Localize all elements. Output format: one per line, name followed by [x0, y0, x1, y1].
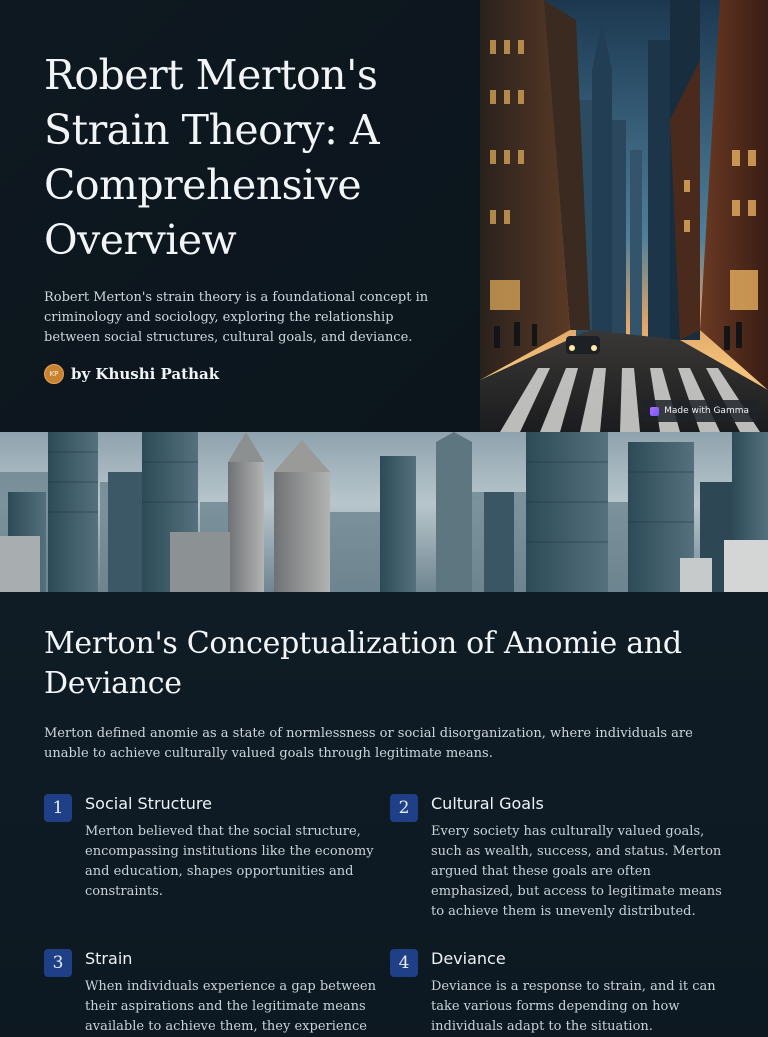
- item-text: Deviance is a response to strain, and it can take various forms depending on how individuals adapt to the situation.: [431, 979, 716, 1034]
- author-name: by Khushi Pathak: [71, 365, 220, 383]
- title-slide: [0, 0, 768, 432]
- made-with-gamma-badge[interactable]: [642, 400, 758, 422]
- item-title: Deviance: [431, 949, 506, 968]
- number-badge: 4: [390, 949, 418, 977]
- page-title: Robert Merton's Strain Theory: A Comprehensive Overview: [44, 51, 380, 264]
- item-title: Social Structure: [85, 794, 212, 813]
- city-street-image: [480, 0, 768, 432]
- gamma-logo-icon: [650, 407, 659, 416]
- title-description: Robert Merton's strain theory is a foundational concept in criminology and sociology, exploring the relationship between social structures, cultural goals, and deviance.: [44, 290, 429, 345]
- title-block: [44, 48, 444, 384]
- item-text: Merton believed that the social structure, encompassing institutions like the economy and education, shapes opportunities and constraints.: [85, 824, 374, 899]
- item-title: Strain: [85, 949, 133, 968]
- number-badge: 2: [390, 794, 418, 822]
- author-line: [44, 364, 444, 384]
- avatar: KP: [44, 364, 64, 384]
- section-intro: Merton defined anomie as a state of normlessness or social disorganization, where individuals are unable to achieve culturally valued goals through legitimate means.: [44, 726, 693, 761]
- item-text: Every society has culturally valued goals, such as wealth, success, and status. Merton argued that these goals are often emphasized, but access to legitimate means to achieve them is unevenly distributed.: [431, 824, 722, 919]
- item-text: When individuals experience a gap between their aspirations and the legitimate means available to achieve them, they experience: [85, 979, 376, 1034]
- item-title: Cultural Goals: [431, 794, 544, 813]
- anomie-slide: [0, 592, 768, 1034]
- number-badge: 3: [44, 949, 72, 977]
- skyline-banner-image: [0, 432, 768, 592]
- badge-label: Made with Gamma: [664, 406, 749, 416]
- number-badge: 1: [44, 794, 72, 822]
- section-title: Merton's Conceptualization of Anomie and Deviance: [44, 626, 682, 701]
